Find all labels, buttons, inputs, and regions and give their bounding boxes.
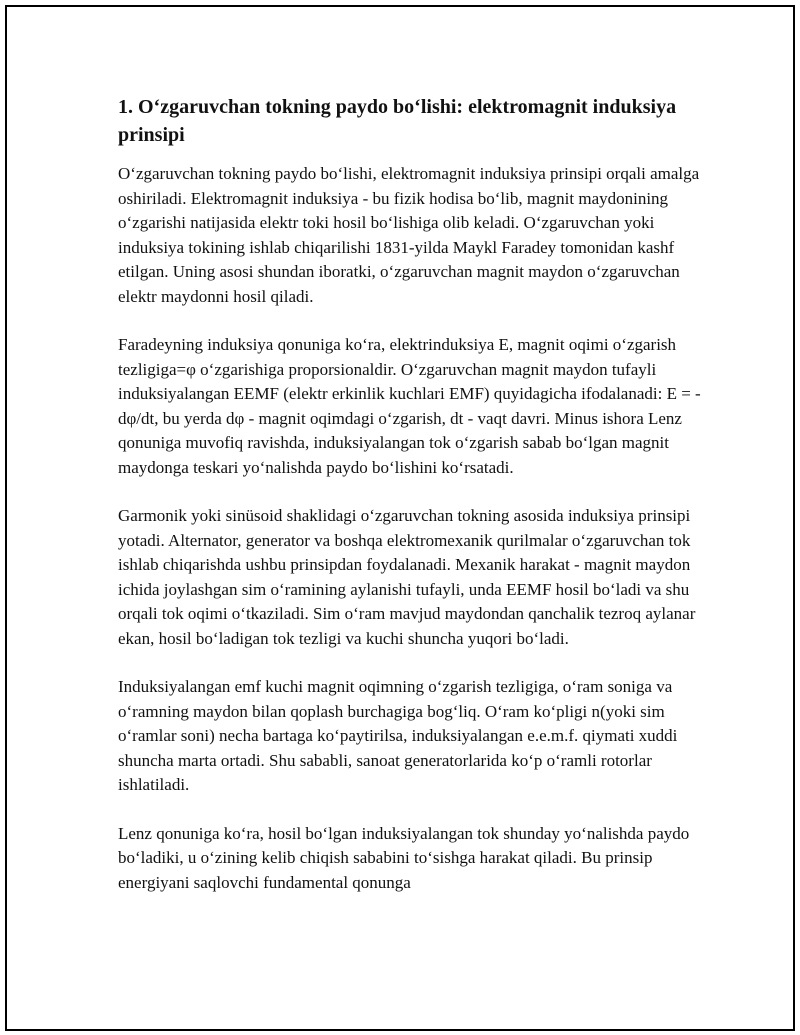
paragraph: Garmonik yoki sinüsoid shaklidagi o‘zgaruvchan tokning asosida induksiya prinsipi yotadi. Alternator, generator va boshqa elektromexanik qurilmalar o‘zgaruvchan tok ishlab chiqarishda ushbu prinsipdan foydalanadi. Mexanik harakat - magnit maydon ichida joylashgan sim o‘ramining aylanishi tufayli, unda EEMF hosil bo‘ladi va shu orqali tok oqimi o‘tkaziladi. Sim o‘ram mavjud maydondan qanchalik tezroq aylanar ekan, hosil bo‘ladigan tok tezligi va kuchi shuncha yuqori bo‘ladi. (118, 506, 696, 648)
paragraph: O‘zgaruvchan tokning paydo bo‘lishi, elektromagnit induksiya prinsipi orqali amalga oshiriladi. Elektromagnit induksiya - bu fizik hodisa bo‘lib, magnit maydonining o‘zgarishi natijasida elektr toki hosil bo‘lishiga olib keladi. O‘zgaruvchan yoki induksiya tokining ishlab chiqarilishi 1831-yilda Maykl Faradey tomonidan kashf etilgan. Uning asosi shundan iboratki, o‘zgaruvchan magnit maydon o‘zgaruvchan elektr maydonni hosil qiladi. (118, 164, 700, 306)
paragraph: Lenz qonuniga ko‘ra, hosil bo‘lgan induksiyalangan tok shunday yo‘nalishda paydo bo‘ladiki, u o‘zining kelib chiqish sababini to‘sishga harakat qiladi. Bu prinsip energiyani saqlovchi fundamental qonunga (118, 823, 690, 892)
paragraph: Faradeyning induksiya qonuniga ko‘ra, elektrinduksiya E, magnit oqimi o‘zgarish tezligiga=φ o‘zgarishiga proporsionaldir. O‘zgaruvchan magnit maydon tufayli induksiyalangan EEMF (elektr erkinlik kuchlari EMF) quyidagicha ifodalanadi: E = -dφ/dt, bu yerda dφ - magnit oqimdagi o‘zgarish, dt - vaqt davri. Minus ishora Lenz qonuniga muvofiq ravishda, induksiyalangan tok o‘zgarish sabab bo‘lgan magnit maydonga teskari yo‘nalishda paydo bo‘lishini ko‘rsatadi. (118, 335, 701, 477)
section-heading: 1. O‘zgaruvchan tokning paydo bo‘lishi: elektromagnit induksiya prinsipi (118, 96, 677, 146)
document-body (118, 93, 703, 919)
paragraph: Induksiyalangan emf kuchi magnit oqimning o‘zgarish tezligiga, o‘ram soniga va o‘ramning maydon bilan qoplash burchagiga bog‘liq. O‘ram ko‘pligi n(yoki sim o‘ramlar soni) necha bartaga ko‘paytirilsa, induksiyalangan e.e.m.f. qiymati xuddi shuncha marta ortadi. Shu sababli, sanoat generatorlarida ko‘p o‘ramli rotorlar ishlatiladi. (118, 677, 678, 794)
